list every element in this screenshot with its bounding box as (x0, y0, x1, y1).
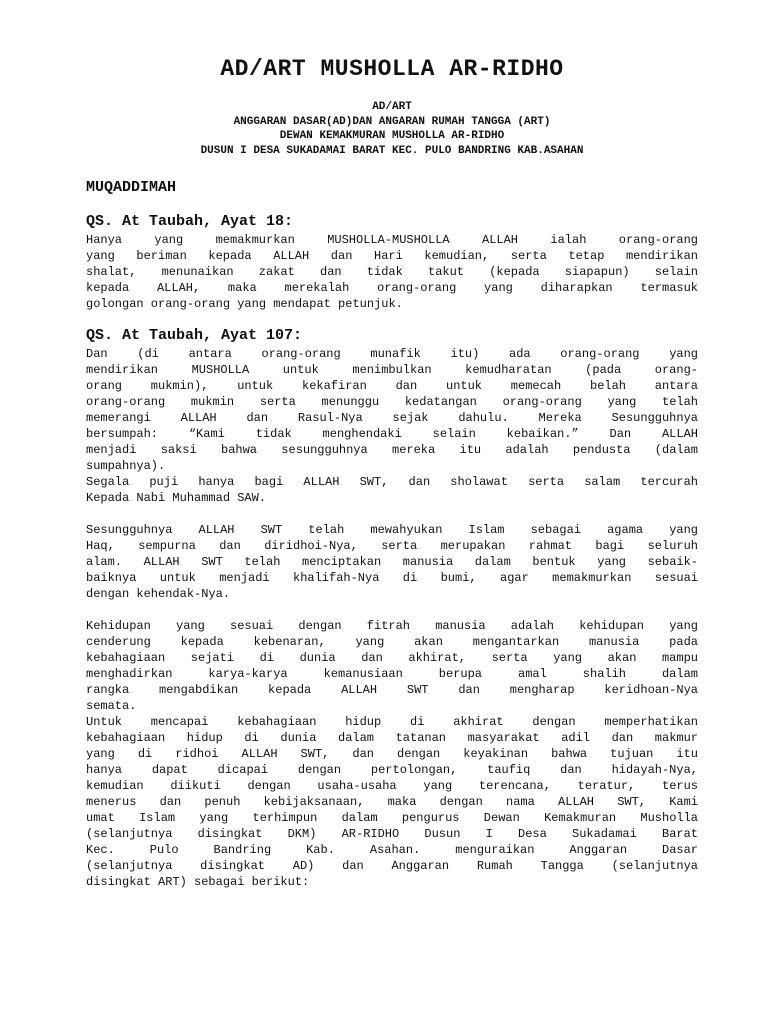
paragraph-spacer (86, 602, 698, 618)
text-line: orang-orang mukmin serta menunggu kedatangan orang-orang yang telah (86, 395, 698, 409)
subtitle-line: DEWAN KEMAKMURAN MUSHOLLA AR-RIDHO (279, 130, 505, 142)
paragraph-spacer (86, 506, 698, 522)
text-line: kepada ALLAH, maka merekalah orang-orang yang diharapkan termasuk (86, 281, 698, 295)
salawat-paragraph (86, 474, 698, 506)
ayat-title-18: QS. At Taubah, Ayat 18: (86, 213, 294, 230)
text-line: alam. ALLAH SWT telah menciptakan manusia dalam bentuk yang sebaik- (86, 555, 698, 569)
subtitle-line: DUSUN I DESA SUKADAMAI BARAT KEC. PULO BANDRING KAB.ASAHAN (200, 144, 584, 157)
ayat-107-text (86, 346, 698, 474)
text-line: Dan (di antara orang-orang munafik itu) ada orang-orang yang (86, 347, 698, 361)
text-line: memerangi ALLAH dan Rasul-Nya sejak dahulu. Mereka Sesungguhnya (86, 411, 698, 425)
document-page (86, 0, 698, 890)
ayat-title-107: QS. At Taubah, Ayat 107: (86, 327, 303, 344)
islam-paragraph (86, 522, 698, 602)
text-line: Haq, sempurna dan diridhoi-Nya, serta merupakan rahmat bagi seluruh (86, 539, 698, 553)
text-line: Sesungguhnya ALLAH SWT telah mewahyukan Islam sebagai agama yang (86, 523, 698, 537)
text-line: orang mukmin), untuk kekafiran dan untuk memecah belah antara (86, 379, 698, 393)
document-subtitles (86, 100, 698, 158)
text-line: menjadi saksi bahwa sesungguhnya mereka itu adalah pendusta (dalam (86, 443, 698, 457)
fitrah-paragraph (86, 618, 698, 714)
text-line: Hanya yang memakmurkan MUSHOLLA-MUSHOLLA ALLAH ialah orang-orang (86, 233, 698, 247)
text-line: kemudian diikuti dengan usaha-usaha yang terencana, teratur, terus (86, 779, 698, 793)
text-line: mendirikan MUSHOLLA untuk menimbulkan kemudharatan (pada orang- (86, 363, 698, 377)
section-title-muqaddimah: MUQADDIMAH (86, 179, 177, 196)
text-line: menerus dan penuh kebijaksanaan, maka dengan nama ALLAH SWT, Kami (86, 795, 698, 809)
text-line: Segala puji hanya bagi ALLAH SWT, dan sholawat serta salam tercurah (86, 475, 698, 489)
text-line: bersumpah: “Kami tidak menghendaki selain kebaikan.” Dan ALLAH (86, 427, 698, 441)
text-line: Kehidupan yang sesuai dengan fitrah manusia adalah kehidupan yang (86, 619, 698, 633)
text-line: dengan kehendak-Nya. (86, 587, 231, 601)
ayat-18-text (86, 232, 698, 312)
text-line: golongan orang-orang yang mendapat petunjuk. (86, 297, 403, 311)
subtitle-line: ANGGARAN DASAR(AD)DAN ANGARAN RUMAH TANGGA (ART) (233, 115, 551, 128)
subtitle-line: AD/ART (372, 101, 412, 113)
text-line: Kepada Nabi Muhammad SAW. (86, 491, 267, 505)
text-line: sumpahnya). (86, 459, 166, 473)
text-line: yang di ridhoi ALLAH SWT, dan dengan keyakinan bahwa tujuan itu (86, 747, 698, 761)
document-title: AD/ART MUSHOLLA AR-RIDHO (220, 56, 564, 82)
text-line: Kec. Pulo Bandring Kab. Asahan. menguraikan Anggaran Dasar (86, 843, 698, 857)
text-line: semata. (86, 699, 137, 713)
text-line: hanya dapat dicapai dengan pertolongan, taufiq dan hidayah-Nya, (86, 763, 698, 777)
text-line: umat Islam yang terhimpun dalam pengurus Dewan Kemakmuran Musholla (86, 811, 698, 825)
text-line: Untuk mencapai kebahagiaan hidup di akhirat dengan memperhatikan (86, 715, 698, 729)
text-line: shalat, menunaikan zakat dan tidak takut (kepada siapapun) selain (86, 265, 698, 279)
text-line: yang beriman kepada ALLAH dan Hari kemudian, serta tetap mendirikan (86, 249, 698, 263)
text-line: menghadirkan karya-karya kemanusiaan berupa amal shalih dalam (86, 667, 698, 681)
tujuan-paragraph (86, 714, 698, 890)
text-line: cenderung kepada kebenaran, yang akan mengantarkan manusia pada (86, 635, 698, 649)
text-line: kebahagiaan sejati di dunia dan akhirat, serta yang akan mampu (86, 651, 698, 665)
text-line: (selanjutnya disingkat DKM) AR-RIDHO Dusun I Desa Sukadamai Barat (86, 827, 698, 841)
text-line: (selanjutnya disingkat AD) dan Anggaran Rumah Tangga (selanjutnya (86, 859, 698, 873)
text-line: baiknya untuk menjadi khalifah-Nya di bumi, agar memakmurkan sesuai (86, 571, 698, 585)
text-line: rangka mengabdikan kepada ALLAH SWT dan mengharap keridhoan-Nya (86, 683, 698, 697)
text-line: disingkat ART) sebagai berikut: (86, 875, 310, 889)
text-line: kebahagiaan hidup di dunia dalam tatanan masyarakat adil dan makmur (86, 731, 698, 745)
